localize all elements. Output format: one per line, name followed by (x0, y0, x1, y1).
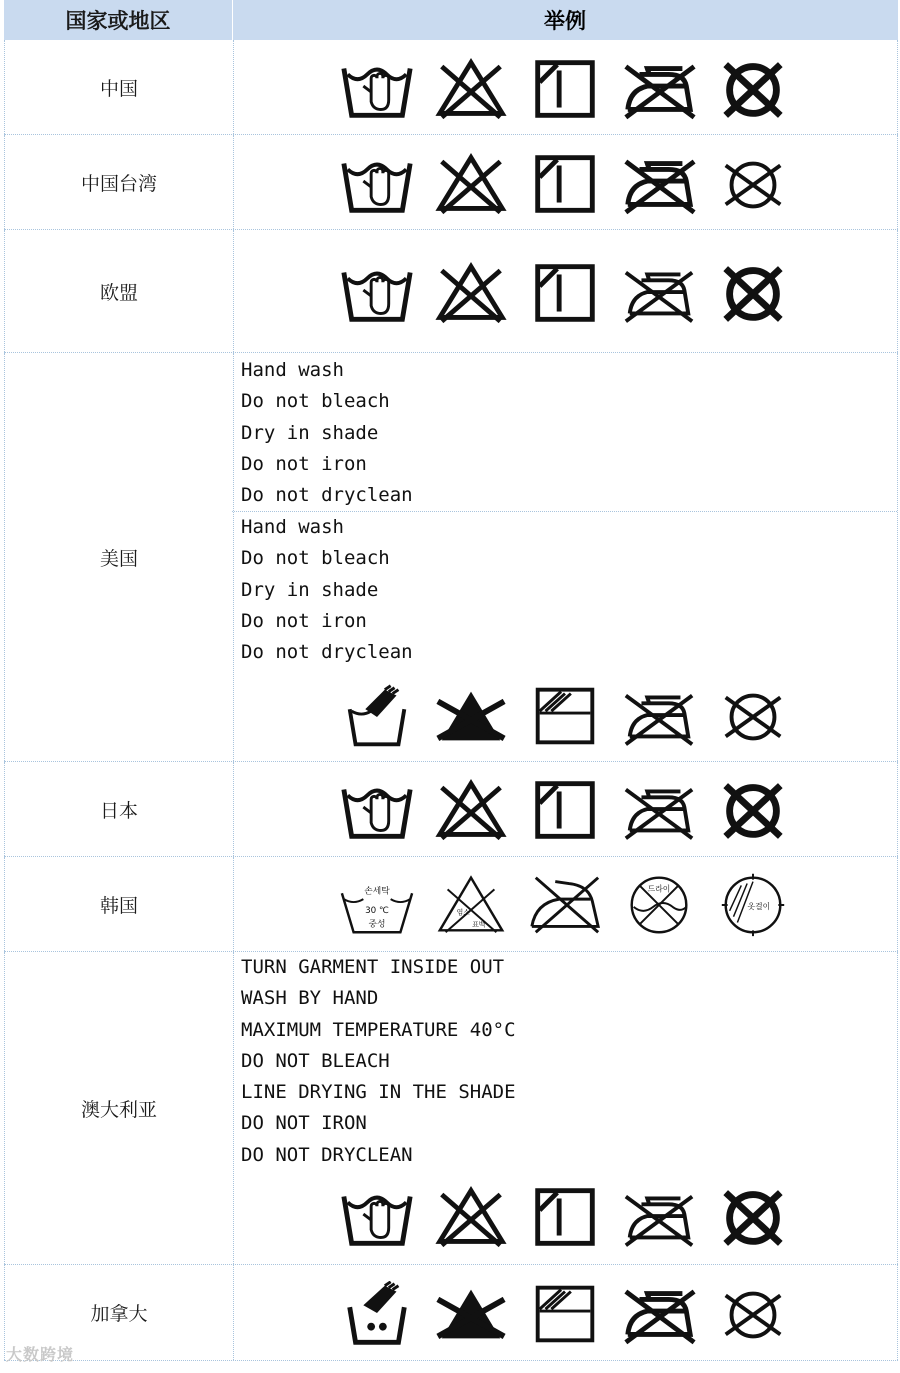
dry-in-shade-icon (526, 260, 604, 326)
care-text-block: Hand wash Do not bleach Dry in shade Do not iron Do not dryclean (241, 359, 413, 507)
dry-in-shade-icon (526, 683, 604, 749)
do-not-iron-icon (620, 777, 698, 843)
do-not-dryclean-icon (714, 777, 792, 843)
do-not-dryclean-icon (714, 151, 792, 217)
region-cell: 中国台湾 (4, 135, 234, 229)
hand-wash-icon (338, 683, 416, 749)
example-cell (232, 952, 898, 1264)
dry-in-shade-icon (526, 1281, 604, 1347)
hand-wash-icon (338, 777, 416, 843)
line-dry-icon (714, 871, 792, 937)
hand-wash-icon (338, 1184, 416, 1250)
example-cell (232, 353, 898, 761)
example-cell (232, 135, 898, 229)
example-cell (232, 230, 898, 352)
do-not-dryclean-icon (714, 56, 792, 122)
table-row (4, 1265, 898, 1361)
dry-in-shade-icon (526, 777, 604, 843)
do-not-bleach-icon (432, 260, 510, 326)
hand-wash-icon (338, 260, 416, 326)
do-not-dryclean-icon (714, 1281, 792, 1347)
hand-wash-30c-icon (338, 871, 416, 937)
do-not-bleach-icon (432, 151, 510, 217)
do-not-bleach-icon (432, 1184, 510, 1250)
do-not-bleach-icon (432, 1281, 510, 1347)
do-not-iron-icon (620, 260, 698, 326)
do-not-iron-icon (620, 56, 698, 122)
press-label: 옷걸이 (747, 901, 770, 911)
bleach-right-label: 표백 (471, 920, 485, 929)
do-not-dryclean-icon (714, 1184, 792, 1250)
dry-in-shade-icon (526, 56, 604, 122)
bleach-left-label: 염소 (456, 908, 470, 917)
wash-temp-label: 30 ℃ (364, 905, 389, 916)
dry-in-shade-icon (526, 1184, 604, 1250)
do-not-iron-icon (526, 871, 604, 937)
care-text-block: TURN GARMENT INSIDE OUT WASH BY HAND MAXIMUM TEMPERATURE 40°C DO NOT BLEACH LINE DRYING IN THE SHADE DO NOT IRON DO NOT DRYCLEAN (241, 956, 516, 1166)
region-cell: 日本 (4, 762, 234, 856)
example-cell (232, 857, 898, 951)
table-header (4, 0, 898, 40)
do-not-dryclean-icon (714, 260, 792, 326)
dry-in-shade-icon (526, 151, 604, 217)
table-row (4, 40, 898, 135)
example-cell (232, 40, 898, 134)
do-not-bleach-icon (432, 777, 510, 843)
do-not-bleach-icon (432, 871, 510, 937)
tumble-label: 드라이 (647, 884, 670, 894)
region-cell: 中国 (4, 40, 234, 134)
wash-bottom-label: 중성 (368, 919, 385, 930)
table-row (4, 952, 898, 1265)
wash-top-label: 손세탁 (363, 886, 390, 897)
do-not-bleach-icon (432, 56, 510, 122)
do-not-tumble-dry-icon (620, 871, 698, 937)
header-example: 举例 (544, 9, 586, 33)
table-row (4, 762, 898, 857)
table-row (4, 135, 898, 230)
do-not-iron-icon (620, 1281, 698, 1347)
hand-wash-icon (338, 151, 416, 217)
table-row (4, 857, 898, 952)
do-not-iron-icon (620, 1184, 698, 1250)
care-text-block: Hand wash Do not bleach Dry in shade Do not iron Do not dryclean (241, 516, 413, 664)
do-not-iron-icon (620, 151, 698, 217)
do-not-bleach-icon (432, 683, 510, 749)
region-cell: 美国 (4, 353, 234, 761)
hand-wash-icon (338, 56, 416, 122)
watermark: 大数跨境 (6, 1345, 75, 1364)
example-cell (232, 1265, 898, 1360)
example-cell (232, 762, 898, 856)
table-row (4, 230, 898, 353)
region-cell: 加拿大 (4, 1265, 234, 1360)
region-cell: 欧盟 (4, 230, 234, 352)
do-not-dryclean-icon (714, 683, 792, 749)
region-cell: 韩国 (4, 857, 234, 951)
table-row (4, 353, 898, 762)
hand-wash-icon (338, 1281, 416, 1347)
header-region: 国家或地区 (4, 0, 233, 40)
region-cell: 澳大利亚 (4, 952, 234, 1264)
do-not-iron-icon (620, 683, 698, 749)
